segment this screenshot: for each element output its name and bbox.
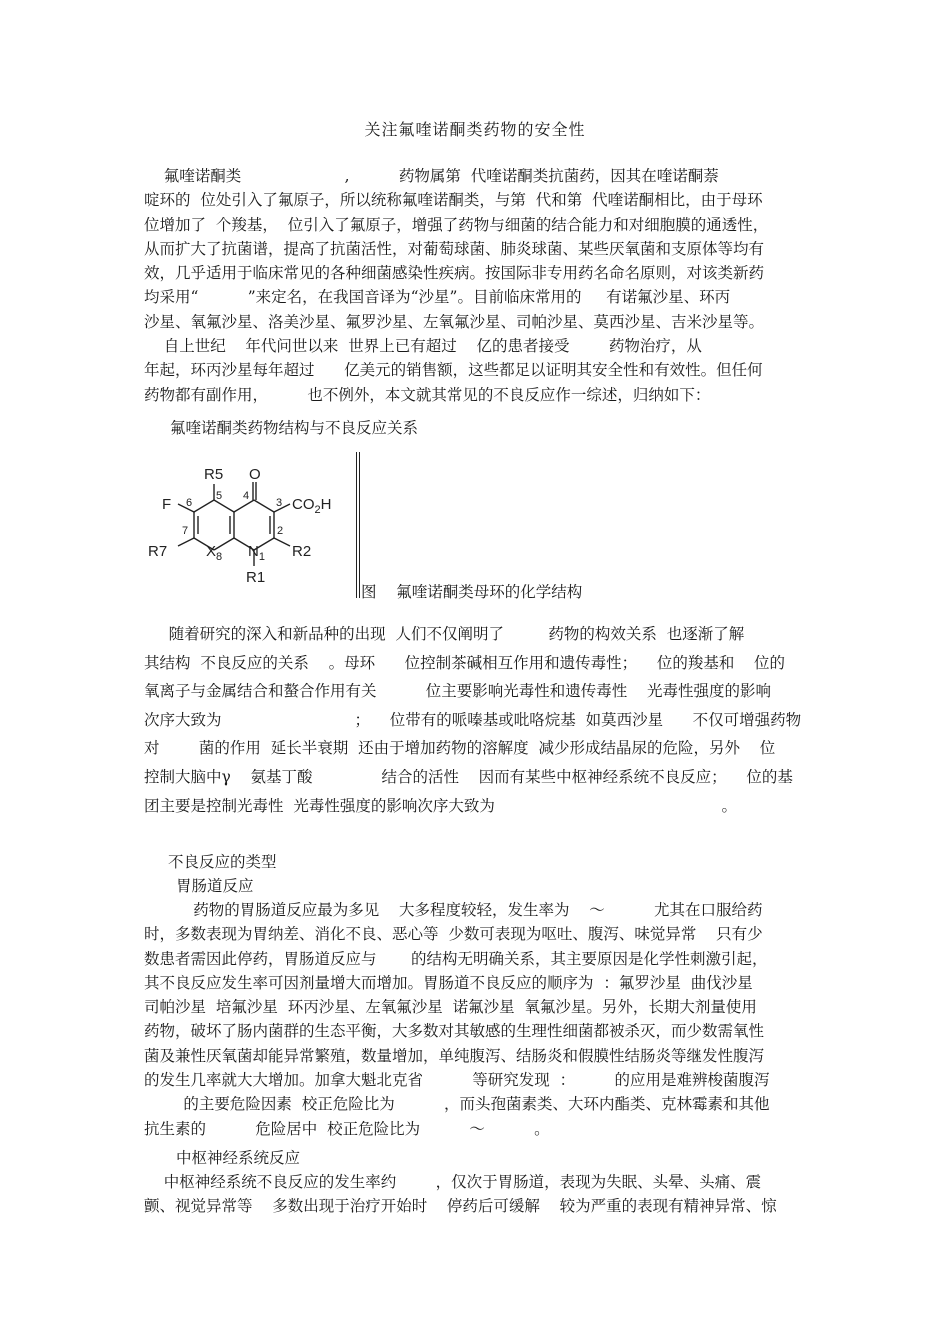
cns-paragraph	[144, 1170, 810, 1219]
label-oxygen: O	[249, 466, 261, 483]
text-line: 颤、视觉异常等 多数出现于治疗开始时 停药后可缓解 较为严重的表现有精神异常、惊	[144, 1197, 777, 1216]
label-n1: $N_1$	[248, 543, 265, 563]
label-carboxyl: $CO_2H$	[292, 496, 332, 516]
text-line: 对 菌的作用 延长半衰期 还由于增加药物的溶解度 减少形成结晶尿的危险，另外 位	[144, 739, 776, 758]
text-line: 年起，环丙沙星每年超过 亿美元的销售额，这些都足以证明其安全性和有效性。但任何	[144, 361, 763, 380]
label-r7: R7	[148, 543, 168, 560]
quinolone-structure-diagram	[144, 452, 364, 602]
text-line: 啶环的 位处引入了氟原子，所以统称氟喹诺酮类，与第 代和第 代喹诺酮相比，由于母环	[144, 191, 763, 210]
text-line: 时，多数表现为胃纳差、消化不良、恶心等 少数可表现为呕吐、腹泻、味觉异常 只有少	[144, 925, 763, 944]
figure-divider	[356, 452, 357, 598]
structure-paragraph	[144, 620, 810, 820]
position-number: 3	[276, 497, 283, 509]
text-line: 司帕沙星 培氟沙星 环丙沙星、左氧氟沙星 诺氟沙星 氧氟沙星。另外，长期大剂量使用	[144, 998, 757, 1017]
text-line: 均采用“ ”来定名，在我国音译为“沙星”。目前临床常用的 有诺氟沙星、环丙	[144, 288, 731, 307]
position-number: 5	[216, 490, 223, 502]
text-line: 氧离子与金属结合和螯合作用有关 位主要影响光毒性和遗传毒性 光毒性强度的影响	[144, 682, 771, 701]
text-line: 次序大致为 ； 位带有的哌嗪基或吡咯烷基 如莫西沙星 不仅可增强药物	[144, 710, 802, 729]
text-line: 药物，破坏了肠内菌群的生态平衡，大多数对其敏感的生理性细菌都被杀灭，而少数需氧性	[144, 1022, 765, 1041]
text-line: 的主要危险因素 校正危险比为 ，而头孢菌素类、大环内酯类、克林霉素和其他	[144, 1095, 770, 1114]
label-x8: $X_8$	[206, 543, 223, 563]
subheading-cns: 中枢神经系统反应	[176, 1149, 301, 1167]
text-line: 自上世纪 年代问世以来 世界上已有超过 亿的患者接受 药物治疗，从	[144, 337, 702, 356]
text-line: 控制大脑中γ 氨基丁酸 结合的活性 因而有某些中枢神经系统不良反应； 位的基	[144, 767, 793, 786]
text-line: 其不良反应发生率可因剂量增大而增加。胃肠道不良反应的顺序为 ：氟罗沙星 曲伐沙星	[144, 973, 753, 992]
position-number: 6	[186, 497, 193, 509]
text-line: 抗生素的 危险居中 校正危险比为 ～ 。	[144, 1119, 550, 1138]
text-line: 位增加了 个羧基， 位引入了氟原子，增强了药物与细菌的结合能力和对细胞膜的通透性，	[144, 215, 769, 234]
gi-paragraph	[144, 898, 810, 1141]
intro-paragraph	[144, 164, 810, 407]
text-line: 从而扩大了抗菌谱，提高了抗菌活性，对葡萄球菌、肺炎球菌、某些厌氧菌和支原体等均有	[144, 239, 765, 258]
subheading-gi: 胃肠道反应	[176, 877, 254, 895]
label-fluorine: F	[162, 496, 172, 513]
text-line: 沙星、氧氟沙星、洛美沙星、氟罗沙星、左氧氟沙星、司帕沙星、莫西沙星、吉米沙星等。	[144, 312, 765, 331]
text-line: 氟喹诺酮类 , 药物属第 代喹诺酮类抗菌药，因其在喹诺酮萘	[144, 167, 719, 185]
text-line: 团主要是控制光毒性 光毒性强度的影响次序大致为 。	[144, 796, 737, 815]
document-title: 关注氟喹诺酮类药物的安全性	[364, 120, 586, 139]
position-number: 7	[182, 525, 189, 537]
label-r5: R5	[204, 466, 224, 483]
position-number: 4	[243, 490, 250, 502]
label-r2: R2	[292, 543, 312, 560]
text-line: 其结构 不良反应的关系 。母环 位控制茶碱相互作用和遗传毒性； 位的羧基和 位的	[144, 653, 786, 672]
structure-bonds	[178, 482, 290, 566]
position-number: 2	[277, 525, 284, 537]
text-line: 效，几乎适用于临床常见的各种细菌感染性疾病。按国际非专用药名命名原则，对该类新药	[144, 264, 765, 283]
text-line: 数患者需因此停药，胃肠道反应与 的结构无明确关系，其主要原因是化学性刺激引起，	[144, 949, 768, 968]
figure-divider	[359, 452, 360, 598]
section-heading-adverse-types: 不良反应的类型	[168, 853, 277, 871]
text-line: 随着研究的深入和新品种的出现 人们不仅阐明了 药物的构效关系 也逐渐了解	[144, 625, 745, 643]
text-line: 中枢神经系统不良反应的发生率约 ，仅次于胃肠道，表现为失眠、头晕、头痛、震	[144, 1173, 762, 1191]
text-line: 的发生几率就大大增加。加拿大魁北克省 等研究发现 ： 的应用是难辨梭菌腹泻	[144, 1071, 770, 1090]
text-line: 菌及兼性厌氧菌却能异常繁殖，数量增加，单纯腹泻、结肠炎和假膜性结肠炎等继发性腹泻	[144, 1046, 765, 1065]
section-heading-structure: 氟喹诺酮类药物结构与不良反应关系	[170, 419, 419, 437]
text-line: 药物都有副作用， 也不例外，本文就其常见的不良反应作一综述，归纳如下：	[144, 385, 711, 404]
figure-caption: 图 氟喹诺酮类母环的化学结构	[361, 583, 583, 601]
label-r1: R1	[246, 569, 266, 586]
text-line: 药物的胃肠道反应最为多见 大多程度较轻，发生率为 ～ 尤其在口服给药	[144, 901, 763, 919]
